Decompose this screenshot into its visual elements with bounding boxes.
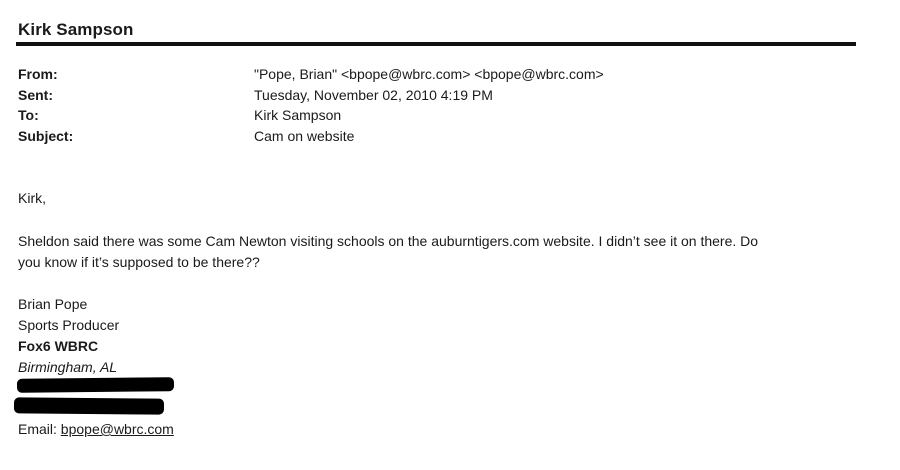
email-link[interactable]: bpope@wbrc.com bbox=[60, 421, 174, 437]
email-body-line: you know if it’s supposed to be there?? bbox=[18, 254, 260, 270]
header-value: Cam on website bbox=[254, 127, 355, 144]
signature-station: Fox6 WBRC bbox=[18, 338, 99, 354]
header-value: Tuesday, November 02, 2010 4:19 PM bbox=[254, 86, 493, 103]
signature-email-line bbox=[18, 421, 174, 437]
email-label: Email: bbox=[18, 421, 61, 437]
signature-city: Birmingham, AL bbox=[18, 359, 118, 375]
redaction-bar bbox=[14, 397, 164, 414]
header-divider bbox=[16, 42, 856, 46]
header-label: Subject: bbox=[18, 127, 74, 144]
header-value: "Pope, Brian" <bpope@wbrc.com> <bpope@wbrc.com> bbox=[254, 66, 604, 82]
email-body-line: Sheldon said there was some Cam Newton visiting schools on the auburntigers.com website. I didn’t see it on there. Do bbox=[18, 233, 759, 249]
mailbox-owner-name: Kirk Sampson bbox=[18, 20, 134, 39]
signature-name: Brian Pope bbox=[18, 296, 88, 312]
header-label: From: bbox=[18, 66, 58, 82]
redaction-bar bbox=[17, 377, 174, 393]
header-value: Kirk Sampson bbox=[254, 107, 342, 123]
header-label: Sent: bbox=[18, 86, 53, 103]
signature-title: Sports Producer bbox=[18, 317, 120, 333]
header-label: To: bbox=[18, 107, 39, 123]
email-greeting: Kirk, bbox=[18, 190, 46, 206]
